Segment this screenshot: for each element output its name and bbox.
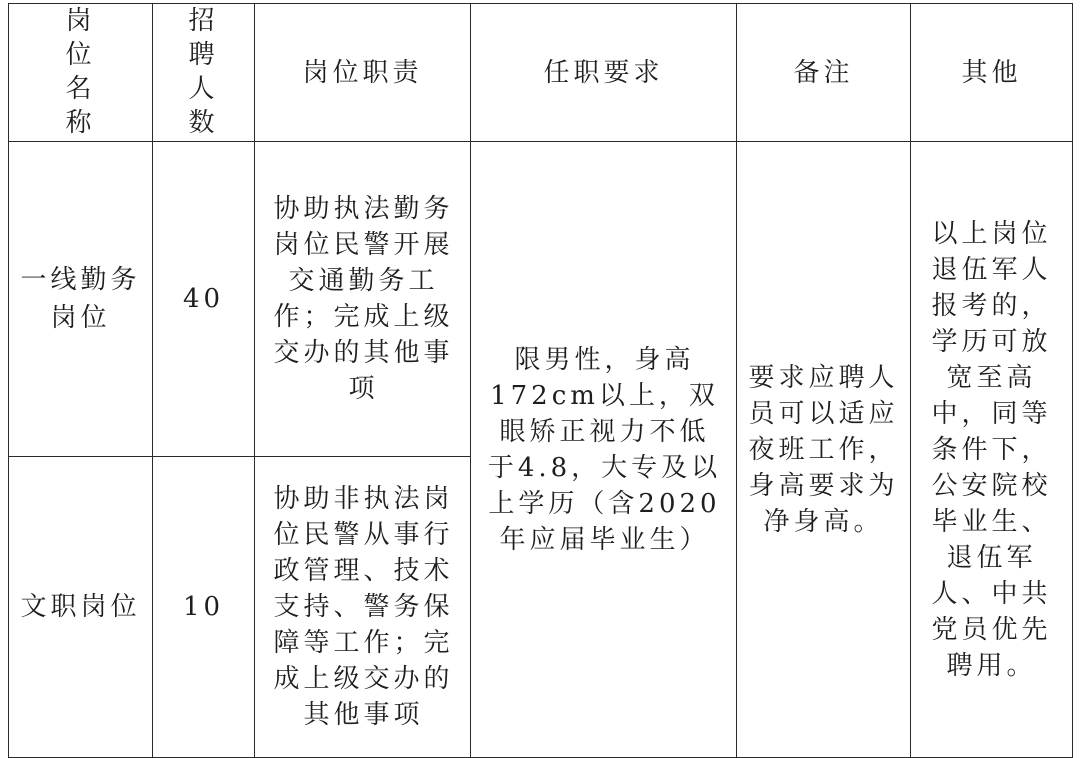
header-duty-label: 岗位职责: [302, 57, 423, 88]
position-name-cell: [9, 457, 153, 758]
header-note-label: 备注: [793, 57, 854, 88]
header-headcount: [153, 4, 255, 142]
position-name-cell: [9, 142, 153, 457]
duty-text: 协助非执法岗位民警从事行政管理、技术支持、警务保障等工作；完成上级交办的其他事项: [273, 484, 454, 730]
header-note: [737, 4, 911, 142]
requirement-text: 限男性，身高172cm以上，双眼矫正视力不低于4.8，大专及以上学历（含2020年应届毕业生）: [487, 344, 722, 555]
note-cell: [737, 142, 911, 758]
position-name: 一线勤务岗位: [20, 265, 141, 333]
other-text: 以上岗位退伍军人报考的，学历可放宽至高中，同等条件下，公安院校毕业生、退伍军人、中共党员优先聘用。: [931, 218, 1052, 681]
duty-cell: [255, 457, 471, 758]
requirement-cell: [471, 142, 737, 758]
duty-text: 协助执法勤务岗位民警开展交通勤务工作；完成上级交办的其他事项: [273, 194, 454, 404]
recruitment-table: [8, 3, 1073, 758]
header-requirement-label: 任职要求: [543, 57, 664, 88]
duty-cell: [255, 142, 471, 457]
header-other-label: 其他: [961, 57, 1022, 88]
header-headcount-label: 招聘人数: [188, 6, 219, 138]
header-position-name-label: 岗位名称: [65, 6, 96, 138]
headcount: 40: [182, 284, 225, 314]
header-requirement: [471, 4, 737, 142]
header-other: [911, 4, 1073, 142]
headcount-cell: [153, 457, 255, 758]
header-duty: [255, 4, 471, 142]
note-text: 要求应聘人员可以适应夜班工作，身高要求为净身高。: [748, 362, 899, 537]
position-name: 文职岗位: [20, 592, 141, 622]
table-row: [9, 142, 1073, 457]
header-position-name: [9, 4, 153, 142]
header-row: [9, 4, 1073, 142]
headcount-cell: [153, 142, 255, 457]
other-cell: [911, 142, 1073, 758]
headcount: 10: [182, 592, 225, 622]
